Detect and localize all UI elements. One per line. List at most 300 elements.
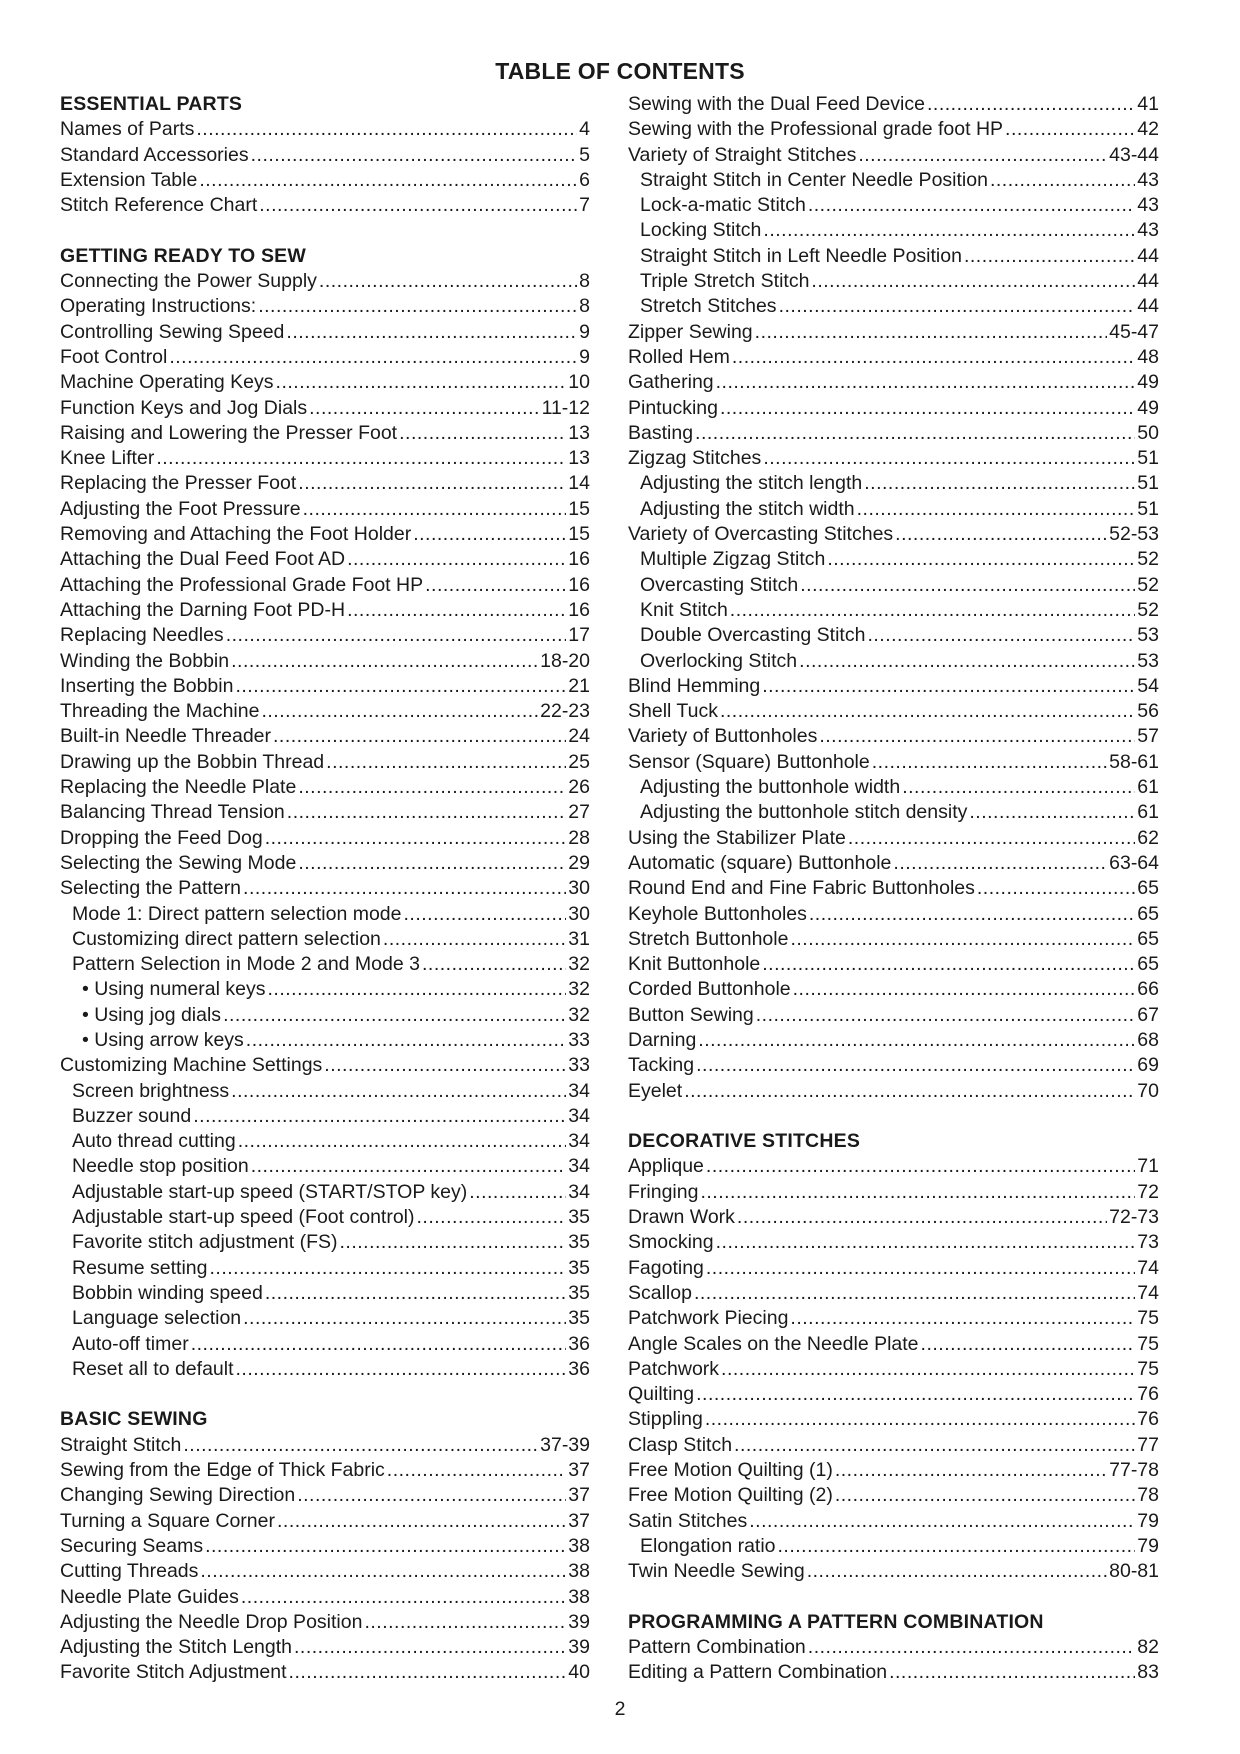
toc-entry-page: 4 xyxy=(579,118,590,141)
toc-entry xyxy=(60,1003,590,1028)
dot-leader xyxy=(695,421,1135,446)
toc-entry-label: Attaching the Professional Grade Foot HP xyxy=(60,573,424,596)
dot-leader xyxy=(864,471,1135,496)
dot-leader xyxy=(809,902,1135,927)
toc-entry-page: 52-53 xyxy=(1109,523,1159,546)
toc-entry xyxy=(628,724,1159,749)
dot-leader xyxy=(793,977,1136,1002)
toc-entry-label: Adjustable start-up speed (Foot control) xyxy=(72,1206,415,1229)
dot-leader xyxy=(298,471,566,496)
toc-entry-label: Function Keys and Jog Dials xyxy=(60,396,308,419)
dot-leader xyxy=(872,750,1107,775)
dot-leader xyxy=(251,143,578,168)
toc-entry-page: 77-78 xyxy=(1109,1459,1159,1482)
toc-entry-label: Patchwork xyxy=(628,1357,720,1380)
toc-entry xyxy=(628,1230,1159,1255)
toc-entry-label: Round End and Fine Fabric Buttonholes xyxy=(628,877,975,900)
dot-leader xyxy=(790,927,1135,952)
toc-entry-page: 72-73 xyxy=(1109,1206,1159,1229)
toc-entry-label: Customizing Machine Settings xyxy=(60,1054,323,1077)
toc-entry-page: 51 xyxy=(1137,497,1159,520)
toc-entry-page: 14 xyxy=(568,472,590,495)
dot-leader xyxy=(800,573,1135,598)
dot-leader xyxy=(294,1635,566,1660)
toc-entry-label: Selecting the Pattern xyxy=(60,877,242,900)
dot-leader xyxy=(756,1003,1136,1028)
toc-entry-page: 17 xyxy=(568,624,590,647)
toc-entry-page: 34 xyxy=(568,1155,590,1178)
toc-entry-page: 32 xyxy=(568,1003,590,1026)
toc-entry xyxy=(60,1256,590,1281)
dot-leader xyxy=(169,345,577,370)
dot-leader xyxy=(261,699,538,724)
toc-entry xyxy=(628,269,1159,294)
dot-leader xyxy=(700,1180,1135,1205)
toc-entry-label: Applique xyxy=(628,1155,704,1178)
section-heading xyxy=(628,1129,1159,1154)
toc-entry xyxy=(628,876,1159,901)
toc-entry xyxy=(628,623,1159,648)
toc-entry-page: 65 xyxy=(1137,902,1159,925)
toc-entry-label: Straight Stitch xyxy=(60,1433,182,1456)
toc-entry-label: • Using numeral keys xyxy=(82,978,266,1001)
section-heading-label: PROGRAMMING A PATTERN COMBINATION xyxy=(628,1610,1044,1633)
dot-leader xyxy=(969,800,1135,825)
toc-entry-page: 8 xyxy=(579,295,590,318)
toc-entry-page: 5 xyxy=(579,143,590,166)
toc-entry xyxy=(60,649,590,674)
toc-entry-label: Automatic (square) Buttonhole xyxy=(628,851,892,874)
toc-entry xyxy=(628,168,1159,193)
toc-entry-page: 6 xyxy=(579,168,590,191)
dot-leader xyxy=(236,1357,567,1382)
toc-entry xyxy=(628,1306,1159,1331)
toc-entry-label: Needle stop position xyxy=(72,1155,249,1178)
toc-entry xyxy=(60,396,590,421)
dot-leader xyxy=(205,1534,566,1559)
dot-leader xyxy=(289,1660,567,1685)
toc-entry-label: Adjusting the stitch length xyxy=(640,472,863,495)
toc-entry-page: 35 xyxy=(568,1281,590,1304)
toc-entry-page: 35 xyxy=(568,1206,590,1229)
toc-entry-page: 21 xyxy=(568,674,590,697)
toc-entry-label: Blind Hemming xyxy=(628,674,761,697)
dot-leader xyxy=(319,269,577,294)
toc-entry-label: Favorite stitch adjustment (FS) xyxy=(72,1231,338,1254)
dot-leader xyxy=(287,800,567,825)
toc-entry-page: 38 xyxy=(568,1534,590,1557)
toc-entry-label: Adjusting the Stitch Length xyxy=(60,1636,292,1659)
toc-entry-label: Angle Scales on the Needle Plate xyxy=(628,1332,919,1355)
toc-entry xyxy=(628,1382,1159,1407)
toc-entry-label: Screen brightness xyxy=(72,1079,230,1102)
toc-entry-page: 65 xyxy=(1137,953,1159,976)
dot-leader xyxy=(694,1281,1135,1306)
toc-entry-label: Auto thread cutting xyxy=(72,1130,236,1153)
dot-leader xyxy=(698,1028,1135,1053)
dot-leader xyxy=(720,396,1135,421)
toc-entry-page: 73 xyxy=(1137,1231,1159,1254)
toc-entry-page: 34 xyxy=(568,1180,590,1203)
toc-entry-label: Rolled Hem xyxy=(628,345,730,368)
dot-leader xyxy=(732,345,1135,370)
dot-leader xyxy=(422,952,566,977)
toc-entry-label: Overlocking Stitch xyxy=(640,649,798,672)
toc-entry-page: 16 xyxy=(568,573,590,596)
toc-entry xyxy=(628,1407,1159,1432)
toc-entry xyxy=(628,750,1159,775)
dot-leader xyxy=(749,1509,1135,1534)
toc-entry-label: Clasp Stitch xyxy=(628,1433,733,1456)
toc-entry xyxy=(628,1635,1159,1660)
dot-leader xyxy=(425,573,566,598)
toc-entry-label: Variety of Buttonholes xyxy=(628,725,818,748)
dot-leader xyxy=(762,952,1135,977)
toc-entry-label: Cutting Threads xyxy=(60,1560,199,1583)
toc-entry-label: Standard Accessories xyxy=(60,143,249,166)
toc-entry xyxy=(628,1458,1159,1483)
dot-leader xyxy=(867,623,1135,648)
toc-entry-label: Knit Stitch xyxy=(640,598,728,621)
dot-leader xyxy=(696,1382,1135,1407)
dot-leader xyxy=(964,244,1135,269)
toc-entry xyxy=(60,522,590,547)
toc-entry xyxy=(60,421,590,446)
toc-entry xyxy=(60,294,590,319)
toc-entry-label: Balancing Thread Tension xyxy=(60,801,285,824)
section-spacer xyxy=(628,1104,1159,1129)
dot-leader xyxy=(755,320,1107,345)
toc-entry-label: Zipper Sewing xyxy=(628,320,753,343)
toc-entry-label: Double Overcasting Stitch xyxy=(640,624,866,647)
toc-entry-page: 44 xyxy=(1137,244,1159,267)
toc-entry xyxy=(628,1180,1159,1205)
toc-entry-label: Multiple Zigzag Stitch xyxy=(640,548,826,571)
toc-entry-label: Adjusting the buttonhole width xyxy=(640,776,901,799)
toc-entry xyxy=(628,800,1159,825)
toc-entry xyxy=(628,1003,1159,1028)
dot-leader xyxy=(696,1053,1135,1078)
toc-entry xyxy=(60,1129,590,1154)
toc-entry-page: 37-39 xyxy=(540,1433,590,1456)
toc-entry-label: Adjusting the stitch width xyxy=(640,497,855,520)
dot-leader xyxy=(265,1281,566,1306)
toc-entry xyxy=(60,471,590,496)
toc-entry-page: 35 xyxy=(568,1256,590,1279)
toc-entry-page: 36 xyxy=(568,1332,590,1355)
toc-entry-label: Sewing from the Edge of Thick Fabric xyxy=(60,1459,385,1482)
dot-leader xyxy=(737,1205,1107,1230)
toc-entry-label: Sensor (Square) Buttonhole xyxy=(628,750,870,773)
toc-entry xyxy=(60,370,590,395)
toc-entry-label: Removing and Attaching the Foot Holder xyxy=(60,523,412,546)
section-spacer xyxy=(60,218,590,243)
dot-leader xyxy=(265,826,567,851)
toc-entry-label: Replacing the Presser Foot xyxy=(60,472,297,495)
toc-entry-page: 51 xyxy=(1137,447,1159,470)
toc-entry xyxy=(60,1281,590,1306)
toc-entry-label: Buzzer sound xyxy=(72,1104,192,1127)
toc-entry-page: 8 xyxy=(579,270,590,293)
dot-leader xyxy=(191,1332,567,1357)
toc-entry-page: 61 xyxy=(1137,801,1159,824)
toc-entry-page: 10 xyxy=(568,371,590,394)
toc-entry-label: Winding the Bobbin xyxy=(60,649,230,672)
toc-entry-label: Stretch Stitches xyxy=(640,295,777,318)
toc-entry-page: 69 xyxy=(1137,1054,1159,1077)
toc-entry-page: 22-23 xyxy=(540,700,590,723)
toc-entry-page: 79 xyxy=(1137,1534,1159,1557)
dot-leader xyxy=(347,547,566,572)
toc-entry-label: Gathering xyxy=(628,371,714,394)
dot-leader xyxy=(706,1256,1135,1281)
toc-entry xyxy=(60,320,590,345)
toc-entry-page: 34 xyxy=(568,1130,590,1153)
toc-entry-label: Keyhole Buttonholes xyxy=(628,902,807,925)
toc-entry-page: 49 xyxy=(1137,396,1159,419)
toc-entry xyxy=(60,952,590,977)
toc-entry-label: • Using arrow keys xyxy=(82,1028,244,1051)
dot-leader xyxy=(417,1205,567,1230)
toc-entry xyxy=(628,345,1159,370)
toc-entry-label: Corded Buttonhole xyxy=(628,978,791,1001)
dot-leader xyxy=(790,1306,1135,1331)
toc-entry-label: Threading the Machine xyxy=(60,700,260,723)
toc-entry xyxy=(60,345,590,370)
toc-entry xyxy=(628,775,1159,800)
dot-leader xyxy=(156,446,566,471)
dot-leader xyxy=(706,1154,1135,1179)
toc-entry xyxy=(628,952,1159,977)
toc-entry xyxy=(628,396,1159,421)
dot-leader xyxy=(183,1433,538,1458)
toc-entry-page: 54 xyxy=(1137,674,1159,697)
toc-entry-label: Straight Stitch in Left Needle Position xyxy=(640,244,962,267)
toc-entry-page: 38 xyxy=(568,1585,590,1608)
toc-entry xyxy=(60,143,590,168)
toc-entry-page: 27 xyxy=(568,801,590,824)
toc-entry-page: 77 xyxy=(1137,1433,1159,1456)
dot-leader xyxy=(399,421,566,446)
toc-entry-label: Smocking xyxy=(628,1231,714,1254)
toc-entry xyxy=(60,1230,590,1255)
toc-entry-label: Basting xyxy=(628,421,694,444)
toc-entry-label: Replacing Needles xyxy=(60,624,224,647)
dot-leader xyxy=(762,674,1135,699)
dot-leader xyxy=(258,294,577,319)
toc-entry-label: Adjusting the Needle Drop Position xyxy=(60,1610,363,1633)
toc-entry-label: Sewing with the Professional grade foot HP xyxy=(628,118,1004,141)
toc-entry-label: Scallop xyxy=(628,1281,692,1304)
toc-entry-page: 67 xyxy=(1137,1003,1159,1026)
toc-entry xyxy=(628,320,1159,345)
toc-entry-label: Knit Buttonhole xyxy=(628,953,761,976)
dot-leader xyxy=(902,775,1135,800)
toc-entry xyxy=(60,977,590,1002)
dot-leader xyxy=(298,851,566,876)
dot-leader xyxy=(807,1559,1107,1584)
toc-entry-label: Raising and Lowering the Presser Foot xyxy=(60,421,398,444)
toc-entry-page: 33 xyxy=(568,1054,590,1077)
section-heading-label: GETTING READY TO SEW xyxy=(60,244,306,267)
dot-leader xyxy=(209,1256,566,1281)
toc-entry-label: Attaching the Darning Foot PD-H xyxy=(60,598,346,621)
dot-leader xyxy=(243,1306,566,1331)
toc-entry-label: Securing Seams xyxy=(60,1534,204,1557)
toc-entry-page: 39 xyxy=(568,1636,590,1659)
toc-entry-page: 63-64 xyxy=(1109,851,1159,874)
toc-entry-page: 52 xyxy=(1137,548,1159,571)
toc-entry xyxy=(628,497,1159,522)
dot-leader xyxy=(404,902,567,927)
toc-entry xyxy=(628,1154,1159,1179)
toc-entry-label: Overcasting Stitch xyxy=(640,573,799,596)
toc-entry xyxy=(628,117,1159,142)
dot-leader xyxy=(340,1230,567,1255)
toc-entry-page: 61 xyxy=(1137,776,1159,799)
toc-entry xyxy=(628,1483,1159,1508)
toc-entry-label: Pattern Selection in Mode 2 and Mode 3 xyxy=(72,953,420,976)
toc-entry xyxy=(628,193,1159,218)
dot-leader xyxy=(927,92,1135,117)
toc-entry-label: Auto-off timer xyxy=(72,1332,189,1355)
dot-leader xyxy=(990,168,1135,193)
dot-leader xyxy=(1005,117,1135,142)
toc-entry-page: 32 xyxy=(568,978,590,1001)
page-number: 2 xyxy=(614,1698,626,1720)
toc-entry xyxy=(628,851,1159,876)
toc-entry xyxy=(628,1028,1159,1053)
dot-leader xyxy=(324,1053,566,1078)
toc-entry-label: Darning xyxy=(628,1028,697,1051)
toc-entry-label: Language selection xyxy=(72,1307,242,1330)
toc-entry-label: Using the Stabilizer Plate xyxy=(628,826,846,849)
section-spacer xyxy=(628,1585,1159,1610)
dot-leader xyxy=(827,547,1135,572)
toc-entry-label: Stitch Reference Chart xyxy=(60,194,258,217)
toc-entry-page: 40 xyxy=(568,1661,590,1684)
toc-entry xyxy=(60,1104,590,1129)
toc-entry-label: Elongation ratio xyxy=(640,1534,776,1557)
toc-entry-page: 43 xyxy=(1137,194,1159,217)
dot-leader xyxy=(273,724,566,749)
toc-entry-label: Machine Operating Keys xyxy=(60,371,274,394)
toc-entry-label: Locking Stitch xyxy=(640,219,762,242)
toc-entry xyxy=(628,92,1159,117)
toc-entry xyxy=(60,446,590,471)
toc-entry-page: 65 xyxy=(1137,927,1159,950)
section-heading-label: ESSENTIAL PARTS xyxy=(60,93,243,115)
toc-entry-label: Changing Sewing Direction xyxy=(60,1484,296,1507)
toc-entry-page: 41 xyxy=(1137,93,1159,115)
toc-entry-page: 28 xyxy=(568,826,590,849)
toc-entry-page: 53 xyxy=(1137,624,1159,647)
toc-entry-page: 36 xyxy=(568,1357,590,1380)
toc-entry-page: 13 xyxy=(568,447,590,470)
toc-entry-label: Inserting the Bobbin xyxy=(60,674,234,697)
dot-leader xyxy=(276,370,567,395)
toc-entry-label: Twin Needle Sewing xyxy=(628,1560,805,1583)
toc-entry-page: 44 xyxy=(1137,295,1159,318)
toc-entry xyxy=(628,927,1159,952)
toc-entry xyxy=(60,851,590,876)
toc-entry-page: 49 xyxy=(1137,371,1159,394)
dot-leader xyxy=(251,1154,567,1179)
toc-entry xyxy=(60,1534,590,1559)
toc-entry-page: 44 xyxy=(1137,270,1159,293)
toc-entry xyxy=(628,244,1159,269)
toc-entry-page: 16 xyxy=(568,598,590,621)
toc-entry xyxy=(60,168,590,193)
toc-entry-page: 29 xyxy=(568,851,590,874)
toc-entry xyxy=(60,1660,590,1685)
dot-leader xyxy=(469,1180,566,1205)
toc-entry-page: 39 xyxy=(568,1610,590,1633)
toc-entry xyxy=(60,623,590,648)
dot-leader xyxy=(267,977,566,1002)
toc-entry-label: Tacking xyxy=(628,1054,695,1077)
toc-entry-page: 43 xyxy=(1137,219,1159,242)
dot-leader xyxy=(303,497,567,522)
toc-entry-page: 9 xyxy=(579,320,590,343)
dot-leader xyxy=(716,1230,1136,1255)
toc-entry-page: 26 xyxy=(568,776,590,799)
section-heading xyxy=(628,1610,1159,1635)
dot-leader xyxy=(778,1534,1136,1559)
toc-entry xyxy=(60,800,590,825)
toc-entry xyxy=(628,421,1159,446)
toc-entry xyxy=(628,1079,1159,1104)
page-title: TABLE OF CONTENTS xyxy=(495,58,745,84)
toc-entry-page: 7 xyxy=(579,194,590,217)
dot-leader xyxy=(193,1104,566,1129)
toc-entry-label: Stippling xyxy=(628,1408,703,1431)
toc-entry-label: Adjusting the Foot Pressure xyxy=(60,497,301,520)
section-heading xyxy=(60,1407,590,1432)
toc-entry xyxy=(628,1205,1159,1230)
toc-entry xyxy=(628,1559,1159,1584)
toc-entry-label: Zigzag Stitches xyxy=(628,447,762,470)
toc-entry-label: Reset all to default xyxy=(72,1357,234,1380)
toc-entry-label: Fagoting xyxy=(628,1256,704,1279)
dot-leader xyxy=(413,522,566,547)
toc-entry-page: 16 xyxy=(568,548,590,571)
toc-entry xyxy=(628,370,1159,395)
toc-entry-label: Drawing up the Bobbin Thread xyxy=(60,750,325,773)
toc-entry-page: 75 xyxy=(1137,1357,1159,1380)
toc-entry-label: Adjusting the buttonhole stitch density xyxy=(640,801,968,824)
dot-leader xyxy=(364,1610,566,1635)
toc-entry-page: 25 xyxy=(568,750,590,773)
toc-entry xyxy=(60,902,590,927)
toc-entry-page: 56 xyxy=(1137,700,1159,723)
toc-entry xyxy=(60,1028,590,1053)
toc-entry xyxy=(628,1534,1159,1559)
dot-leader xyxy=(720,699,1135,724)
toc-entry xyxy=(628,977,1159,1002)
dot-leader xyxy=(857,497,1136,522)
toc-entry-page: 71 xyxy=(1137,1155,1159,1178)
toc-entry-label: Selecting the Sewing Mode xyxy=(60,851,297,874)
toc-entry xyxy=(628,1281,1159,1306)
dot-leader xyxy=(231,1079,566,1104)
dot-leader xyxy=(309,396,539,421)
toc-entry xyxy=(60,1458,590,1483)
toc-entry xyxy=(628,446,1159,471)
toc-entry-label: Attaching the Dual Feed Foot AD xyxy=(60,548,346,571)
toc-entry xyxy=(628,1509,1159,1534)
toc-entry-page: 66 xyxy=(1137,978,1159,1001)
